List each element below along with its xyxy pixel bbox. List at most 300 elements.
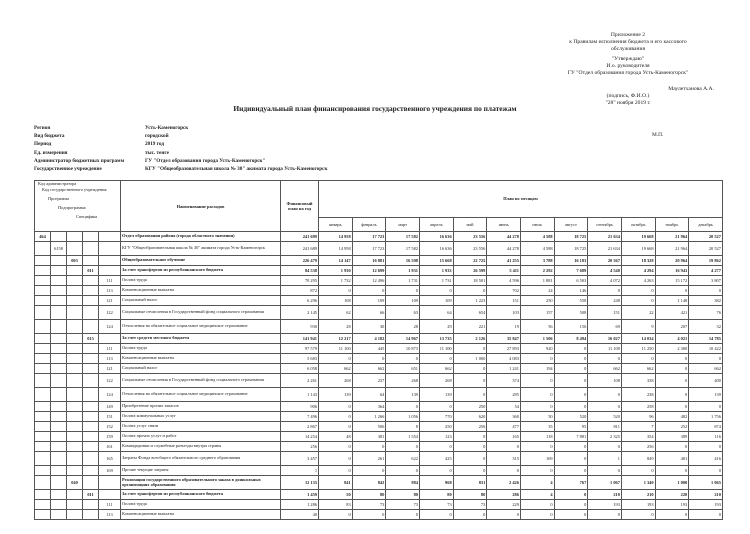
month-value-cell: 139	[319, 388, 353, 402]
signature-caption: (подпись, Ф.И.О.)	[606, 93, 650, 99]
month-value-cell: 193	[689, 500, 723, 510]
month-value-cell: 27 893	[487, 344, 521, 354]
month-value-cell: 0	[520, 500, 554, 510]
code-cell: 111	[99, 276, 121, 286]
month-value-cell: 248	[588, 296, 622, 306]
month-value-cell: 0	[588, 388, 622, 402]
month-value-cell: 842	[352, 476, 386, 490]
month-value-cell: 285	[487, 388, 521, 402]
expense-name-cell: Отдел образования района (города областного значения)	[121, 232, 281, 242]
month-value-cell: 0	[554, 374, 588, 388]
code-cell: 003	[67, 256, 83, 266]
month-value-cell: 662	[621, 364, 655, 374]
month-value-cell: 14 958	[319, 232, 353, 242]
month-header: март	[386, 217, 420, 231]
month-value-cell: 139	[386, 388, 420, 402]
month-value-cell: 0	[520, 374, 554, 388]
code-cell	[99, 476, 121, 490]
month-value-cell: 0	[520, 466, 554, 476]
code-cell	[51, 296, 67, 306]
month-value-cell: 0	[554, 500, 588, 510]
month-value-cell: 73	[453, 500, 487, 510]
month-value-cell: 0	[386, 510, 420, 520]
month-value-cell: 2 126	[453, 334, 487, 344]
month-value-cell: 315	[487, 452, 521, 466]
month-value-cell: 1 930	[319, 266, 353, 276]
month-value-cell: 0	[655, 510, 689, 520]
code-cell	[35, 344, 51, 354]
annual-plan-cell: 5 683	[281, 354, 319, 364]
month-value-cell: 21 634	[588, 242, 622, 256]
code-cell	[51, 412, 67, 422]
month-value-cell: 1 065	[689, 476, 723, 490]
month-value-cell: 20 527	[689, 232, 723, 242]
month-value-cell: 20 964	[655, 256, 689, 266]
code-cell	[35, 412, 51, 422]
code-cell: 124	[99, 388, 121, 402]
code-cell	[35, 402, 51, 412]
month-header: февраль	[352, 217, 386, 231]
code-cell	[83, 256, 99, 266]
month-value-cell: 238	[621, 388, 655, 402]
month-value-cell: 0	[453, 466, 487, 476]
code-cell	[83, 232, 99, 242]
code-cell	[35, 388, 51, 402]
code-cell	[35, 306, 51, 320]
month-value-cell: 508	[554, 306, 588, 320]
month-value-cell: 0	[554, 344, 588, 354]
month-value-cell: 21 964	[655, 232, 689, 242]
code-cell: 122	[99, 374, 121, 388]
table-row	[35, 306, 723, 320]
month-value-cell: 1 731	[386, 276, 420, 286]
code-cell: 015	[83, 334, 99, 344]
month-value-cell: 9	[621, 320, 655, 334]
month-value-cell: 109	[386, 296, 420, 306]
month-value-cell: 0	[453, 286, 487, 296]
month-value-cell: 0	[352, 286, 386, 296]
code-cell: 151	[99, 412, 121, 422]
code-cell	[83, 432, 99, 442]
code-cell	[83, 388, 99, 402]
month-value-cell: 16 598	[386, 256, 420, 266]
month-value-cell: 3 788	[520, 256, 554, 266]
month-value-cell: 0	[487, 510, 521, 520]
month-value-cell: 4 588	[520, 232, 554, 242]
month-value-cell: 662	[588, 364, 622, 374]
month-value-cell: 0	[655, 402, 689, 412]
code-cell: 122	[99, 306, 121, 320]
month-header: ноябрь	[655, 217, 689, 231]
month-value-cell: 80	[419, 490, 453, 500]
code-cell: 159	[99, 432, 121, 442]
month-value-cell: 874	[689, 422, 723, 432]
month-value-cell: 22 725	[453, 256, 487, 266]
annual-plan-cell: 6 058	[281, 364, 319, 374]
code-cell	[83, 276, 99, 286]
month-value-cell: 48	[319, 432, 353, 442]
month-value-cell: 389	[655, 432, 689, 442]
month-value-cell: 109	[352, 296, 386, 306]
expense-name-cell: Компенсационные выплаты	[121, 286, 281, 296]
month-value-cell: 0	[689, 442, 723, 452]
code-cell: 464	[35, 232, 51, 242]
month-value-cell: 16 183	[554, 256, 588, 266]
code-cell	[67, 422, 83, 432]
month-value-cell: 10 873	[386, 344, 420, 354]
month-value-cell: 338	[621, 374, 655, 388]
table-row	[35, 442, 723, 452]
month-value-cell: 14 958	[319, 242, 353, 256]
month-value-cell: 0	[554, 466, 588, 476]
month-value-cell: 1 931	[386, 266, 420, 276]
month-value-cell: 4 596	[487, 276, 521, 286]
table-row	[35, 422, 723, 432]
month-value-cell: 1	[588, 452, 622, 466]
month-value-cell: 416	[689, 452, 723, 466]
month-value-cell: 193	[588, 500, 622, 510]
expense-name-cell: Отчисления на обязательное социальное медицинское страхование	[121, 320, 281, 334]
meta-value: городской	[145, 133, 169, 140]
code-cell: 111	[99, 500, 121, 510]
month-value-cell: 207	[655, 320, 689, 334]
month-value-cell: 23 556	[453, 242, 487, 256]
month-value-cell: 0	[319, 442, 353, 452]
table-row	[35, 466, 723, 476]
month-value-cell: 96	[621, 412, 655, 422]
month-value-cell: 4 277	[689, 266, 723, 276]
month-value-cell: 374	[487, 374, 521, 388]
month-value-cell: 21 964	[655, 242, 689, 256]
month-value-cell: 4 588	[520, 242, 554, 256]
table-row	[35, 452, 723, 466]
month-value-cell: 19 862	[689, 256, 723, 266]
plan-header: Финансовый план на год	[281, 181, 319, 232]
month-value-cell: 18 501	[453, 276, 487, 286]
month-value-cell: 0	[319, 452, 353, 466]
code-cell	[51, 334, 67, 344]
code-cell	[51, 306, 67, 320]
month-value-cell: 662	[352, 364, 386, 374]
stamp-placeholder: М.П.	[652, 132, 664, 138]
month-value-cell: 139	[419, 388, 453, 402]
month-value-cell: 268	[386, 374, 420, 388]
code-cell	[83, 412, 99, 422]
code-cell	[83, 242, 99, 256]
month-value-cell: 0	[419, 442, 453, 452]
month-value-cell: 103	[487, 306, 521, 320]
month-value-cell: 210	[689, 490, 723, 500]
annual-plan-cell: 2 261	[281, 374, 319, 388]
month-value-cell: 64	[419, 306, 453, 320]
month-value-cell: 286	[487, 490, 521, 500]
code-cell	[35, 476, 51, 490]
name-header: Наименование расходов	[121, 181, 281, 232]
table-row	[35, 286, 723, 296]
code-sub-subprogram: Подпрограмма	[58, 205, 86, 210]
code-cell	[51, 276, 67, 286]
month-value-cell: 0	[319, 286, 353, 296]
month-value-cell: 0	[453, 432, 487, 442]
table-row	[35, 334, 723, 344]
code-cell: 121	[99, 364, 121, 374]
month-value-cell: 0	[554, 354, 588, 364]
month-value-cell: 1 223	[453, 296, 487, 306]
month-value-cell: 194	[520, 364, 554, 374]
month-value-cell: 0	[655, 442, 689, 452]
month-value-cell: 662	[419, 364, 453, 374]
code-cell	[67, 242, 83, 256]
code-cell	[67, 296, 83, 306]
month-value-cell: 165	[487, 432, 521, 442]
month-value-cell: 32	[689, 320, 723, 334]
month-value-cell: 0	[352, 510, 386, 520]
month-value-cell: 0	[453, 452, 487, 466]
month-value-cell: 354	[621, 432, 655, 442]
expense-name-cell: Прочие текущие затраты	[121, 466, 281, 476]
month-value-cell: 12 699	[352, 266, 386, 276]
month-value-cell: 151	[588, 306, 622, 320]
month-value-cell: 841	[319, 476, 353, 490]
month-value-cell: 21 634	[588, 232, 622, 242]
annual-plan-cell: 141 941	[281, 334, 319, 344]
code-cell	[83, 402, 99, 412]
month-value-cell: 210	[621, 490, 655, 500]
month-value-cell: 50	[319, 490, 353, 500]
code-cell	[51, 266, 67, 276]
code-cell	[83, 374, 99, 388]
approval-line: ГУ "Отдел образования города Усть-Каменогорск"	[567, 70, 689, 76]
month-value-cell: 8	[386, 422, 420, 432]
signer-name: Маулетханова А.А.	[668, 86, 714, 92]
month-value-cell: 2 325	[588, 432, 622, 442]
month-value-cell: 8 494	[554, 334, 588, 344]
month-value-cell: 0	[352, 442, 386, 452]
month-value-cell: 445	[352, 344, 386, 354]
month-value-cell: 364	[352, 402, 386, 412]
month-value-cell: 229	[487, 500, 521, 510]
expense-name-cell: За счет средств местного бюджета	[121, 334, 281, 344]
month-value-cell: 50	[520, 412, 554, 422]
month-value-cell: 0	[386, 466, 420, 476]
month-value-cell: 109	[419, 296, 453, 306]
table-row	[35, 510, 723, 520]
code-cell	[99, 232, 121, 242]
code-cell	[35, 320, 51, 334]
expense-name-cell: Оплата коммунальных услуг	[121, 412, 281, 422]
code-cell: 111	[99, 344, 121, 354]
code-cell: 124	[99, 320, 121, 334]
month-value-cell: 11 250	[621, 344, 655, 354]
month-value-cell: 558	[554, 296, 588, 306]
month-value-cell: 268	[319, 374, 353, 388]
month-header: июнь	[487, 217, 521, 231]
code-cell	[83, 296, 99, 306]
meta-label: Период	[34, 141, 52, 148]
month-value-cell: 0	[554, 452, 588, 466]
code-cell	[83, 364, 99, 374]
month-value-cell: 14 034	[621, 334, 655, 344]
month-value-cell: 381	[352, 432, 386, 442]
code-cell	[67, 276, 83, 286]
month-value-cell: 0	[453, 388, 487, 402]
code-cell	[35, 432, 51, 442]
code-cell	[35, 334, 51, 344]
month-value-cell: 0	[520, 510, 554, 520]
month-value-cell: 16 881	[352, 256, 386, 266]
month-value-cell: 1 056	[386, 412, 420, 422]
code-cell	[67, 412, 83, 422]
code-cell: 169	[99, 466, 121, 476]
month-value-cell: 2 426	[487, 476, 521, 490]
month-value-cell: 28	[319, 320, 353, 334]
code-header: Код администратора	[38, 181, 77, 186]
month-value-cell: 0	[453, 364, 487, 374]
month-value-cell: 26 599	[453, 266, 487, 276]
financing-plan-table	[34, 180, 723, 520]
month-value-cell: 15 172	[655, 276, 689, 286]
month-value-cell: 13 735	[419, 334, 453, 344]
annual-plan-cell: 12 135	[281, 476, 319, 490]
month-value-cell: 146	[554, 286, 588, 296]
month-value-cell: 1 881	[520, 276, 554, 286]
annual-plan-cell: 241 689	[281, 242, 319, 256]
month-value-cell: 4 540	[588, 266, 622, 276]
month-header: сентябрь	[588, 217, 622, 231]
meta-row	[34, 157, 327, 165]
month-value-cell: 17 582	[386, 242, 420, 256]
month-value-cell: 73	[352, 500, 386, 510]
month-value-cell: 0	[554, 364, 588, 374]
code-cell	[83, 306, 99, 320]
month-value-cell: 849	[621, 452, 655, 466]
approval-line: к Правилам исполнения бюджета и его кассового	[569, 39, 687, 45]
code-cell: 152	[99, 422, 121, 432]
annual-plan-cell: 872	[281, 286, 319, 296]
month-value-cell: 73	[386, 500, 420, 510]
code-cell	[67, 320, 83, 334]
code-cell	[83, 442, 99, 452]
table-row	[35, 364, 723, 374]
expense-name-cell: Отчисления на обязательное социальное медицинское страхование	[121, 388, 281, 402]
table-row	[35, 412, 723, 422]
month-value-cell: 11 100	[419, 344, 453, 354]
expense-name-cell: Социальные отчисления в Государственный фонд социального страхования	[121, 374, 281, 388]
month-value-cell: 767	[554, 476, 588, 490]
month-value-cell: 139	[689, 388, 723, 402]
meta-label: Администратор бюджетных программ	[34, 157, 125, 164]
code-cell	[35, 500, 51, 510]
expense-name-cell: Оплата труда	[121, 500, 281, 510]
code-cell	[51, 432, 67, 442]
table-row	[35, 344, 723, 354]
month-value-cell: 401	[655, 452, 689, 466]
code-cell	[51, 476, 67, 490]
month-value-cell: 10 422	[689, 344, 723, 354]
month-value-cell: 193	[655, 500, 689, 510]
code-cell	[51, 374, 67, 388]
code-cell	[35, 422, 51, 432]
month-value-cell: 23 556	[453, 232, 487, 242]
month-value-cell: 654	[453, 306, 487, 320]
month-header: апрель	[419, 217, 453, 231]
month-value-cell: 17 723	[352, 232, 386, 242]
month-value-cell: 1 731	[419, 276, 453, 286]
code-cell: 113	[99, 286, 121, 296]
table-row	[35, 354, 723, 364]
month-value-cell: 14 147	[319, 256, 353, 266]
code-cell	[83, 476, 99, 490]
month-value-cell: 7 689	[554, 266, 588, 276]
month-value-cell: 1 148	[655, 296, 689, 306]
month-value-cell: 400	[689, 374, 723, 388]
month-value-cell: 702	[487, 286, 521, 296]
month-value-cell: 17 723	[352, 242, 386, 256]
code-sub-gu: Код государственного учреждения	[42, 187, 107, 192]
month-value-cell: 15 668	[419, 256, 453, 266]
month-value-cell: 0	[621, 354, 655, 364]
month-value-cell: 0	[319, 402, 353, 412]
annual-plan-cell: 241 689	[281, 232, 319, 242]
month-value-cell: 250	[419, 422, 453, 432]
code-cell	[51, 364, 67, 374]
month-value-cell: 123	[419, 432, 453, 442]
month-value-cell: 24	[520, 286, 554, 296]
month-value-cell: 268	[419, 374, 453, 388]
month-value-cell: 16 943	[655, 266, 689, 276]
month-value-cell: 108	[319, 296, 353, 306]
code-cell	[83, 320, 99, 334]
table-row	[35, 296, 723, 306]
meta-row	[34, 165, 327, 173]
code-cell	[67, 452, 83, 466]
code-cell	[83, 466, 99, 476]
month-value-cell: 95	[554, 422, 588, 432]
month-value-cell: 0	[520, 388, 554, 402]
month-value-cell: 20 527	[689, 242, 723, 256]
meta-row	[34, 140, 327, 148]
month-value-cell: 35	[520, 422, 554, 432]
month-value-cell: 35 847	[487, 334, 521, 344]
month-value-cell: 622	[386, 452, 420, 466]
annual-plan-cell: 1	[281, 466, 319, 476]
annual-plan-cell: 226 479	[281, 256, 319, 266]
expense-name-cell: За счет трансфертов из республиканского бюджета	[121, 266, 281, 276]
month-value-cell: 0	[554, 388, 588, 402]
code-cell	[35, 442, 51, 452]
code-cell	[83, 452, 99, 466]
month-value-cell: 0	[419, 466, 453, 476]
month-value-cell: 0	[588, 402, 622, 412]
month-value-cell: 29	[419, 320, 453, 334]
code-cell	[67, 364, 83, 374]
month-value-cell: 261	[352, 452, 386, 466]
month-value-cell: 984	[386, 476, 420, 490]
month-value-cell: 620	[453, 412, 487, 422]
month-value-cell: 0	[554, 442, 588, 452]
month-value-cell: 1 732	[319, 276, 353, 286]
month-value-cell: 108	[588, 374, 622, 388]
month-value-cell: 11 100	[588, 344, 622, 354]
code-cell	[67, 266, 83, 276]
month-value-cell: 20 567	[588, 256, 622, 266]
month-value-cell: 62	[319, 306, 353, 320]
month-value-cell: 0	[588, 510, 622, 520]
expense-name-cell: Социальный налог	[121, 364, 281, 374]
month-value-cell: 0	[689, 402, 723, 412]
code-cell	[83, 344, 99, 354]
month-value-cell: 0	[453, 442, 487, 452]
